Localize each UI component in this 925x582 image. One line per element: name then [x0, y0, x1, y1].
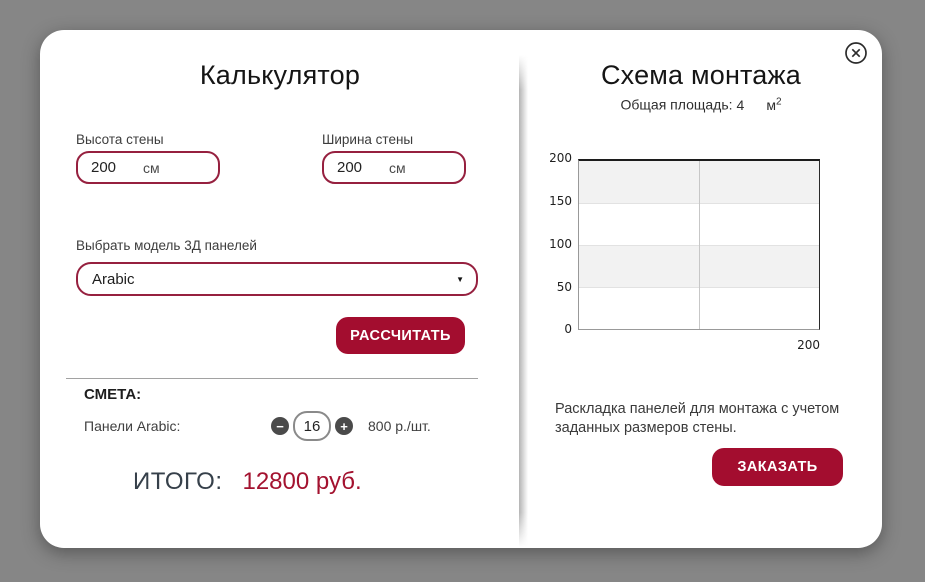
chart-gridline-vertical [699, 161, 700, 329]
y-axis-tick: 50 [556, 280, 572, 294]
model-select-dropdown[interactable] [76, 262, 478, 296]
panel-divider [519, 55, 528, 547]
estimate-heading: СМЕТА: [84, 386, 142, 403]
y-axis-tick: 150 [549, 194, 572, 208]
order-button[interactable]: ЗАКАЗАТЬ [712, 448, 843, 486]
y-axis-tick: 100 [549, 237, 572, 251]
estimate-item-label: Панели Arabic: [84, 418, 181, 434]
total-label: ИТОГО: [133, 468, 223, 495]
calculator-modal [40, 30, 882, 548]
scheme-title: Схема монтажа [600, 60, 802, 90]
model-select-label: Выбрать модель 3Д панелей [76, 238, 257, 253]
chevron-down-icon: ▼ [456, 274, 464, 284]
quantity-increase-button[interactable] [335, 417, 353, 435]
estimate-divider [66, 378, 478, 379]
scheme-note-line1: Раскладка панелей для монтажа с учетом [555, 401, 840, 417]
total-value: 12800 руб. [242, 468, 362, 495]
wall-width-field[interactable] [322, 151, 466, 184]
minus-icon: − [276, 418, 284, 434]
quantity-input[interactable] [297, 418, 327, 435]
model-selected-value: Arabic [92, 270, 135, 288]
wall-height-input[interactable] [91, 159, 143, 176]
quantity-stepper[interactable] [293, 411, 331, 441]
y-axis-tick: 200 [549, 151, 572, 165]
total-row [133, 468, 362, 496]
wall-height-unit: см [143, 159, 160, 176]
scheme-note [555, 400, 865, 438]
total-area-value: 4 [736, 96, 745, 113]
total-area-label: Общая площадь: [620, 96, 733, 113]
unit-price: 800 р./шт. [368, 418, 431, 434]
scheme-note-line2: заданных размеров стены. [555, 420, 737, 436]
wall-height-field[interactable] [76, 151, 220, 184]
total-area-unit: $м^2$ [766, 96, 782, 113]
wall-width-label: Ширина стены [322, 132, 414, 147]
plus-icon: + [340, 418, 348, 434]
calculator-title: Калькулятор [199, 60, 361, 90]
wall-width-unit: см [389, 159, 406, 176]
wall-width-input[interactable] [337, 159, 389, 176]
mounting-scheme-chart [578, 159, 820, 330]
wall-height-label: Высота стены [76, 132, 164, 147]
y-axis-tick: 0 [564, 322, 572, 336]
x-axis-tick: 200 [797, 338, 820, 352]
total-area-line [520, 96, 882, 113]
calculate-button[interactable]: РАССЧИТАТЬ [336, 317, 465, 354]
quantity-decrease-button[interactable] [271, 417, 289, 435]
